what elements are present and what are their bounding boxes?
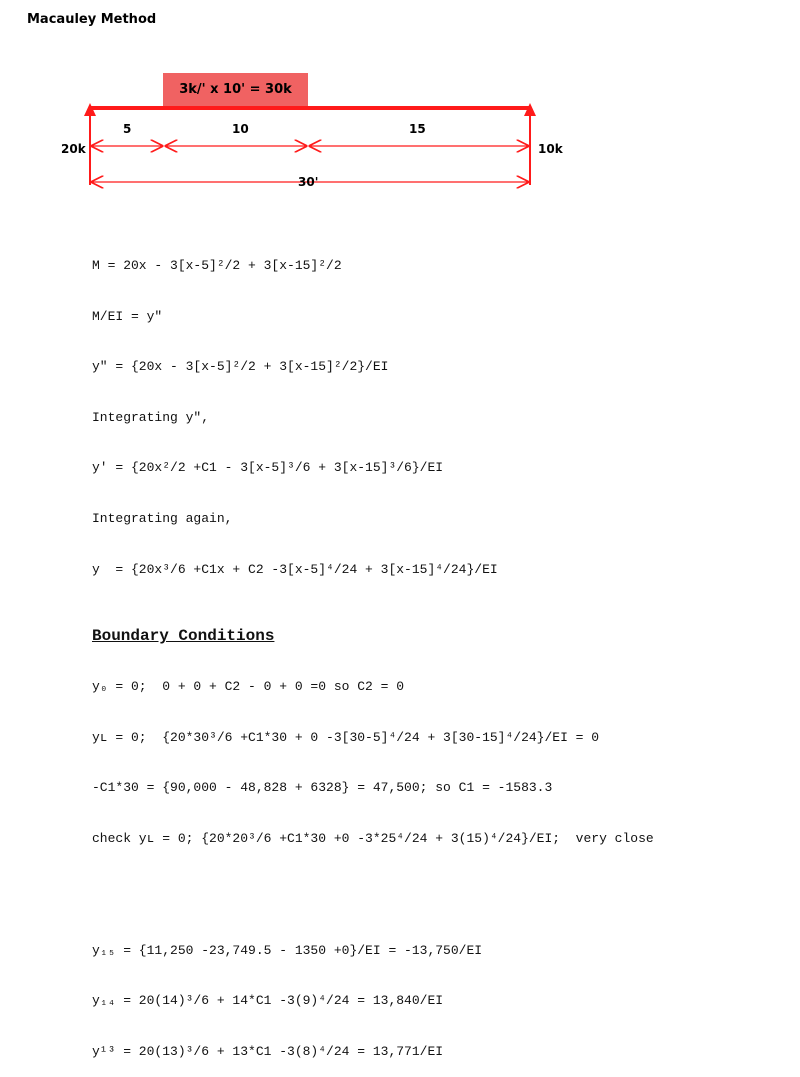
dim-label-seg1: 5 bbox=[123, 122, 132, 136]
equation-curvature: M/EI = y" bbox=[92, 308, 163, 324]
equation-integrating-again-note: Integrating again, bbox=[92, 510, 233, 526]
right-support-arrow bbox=[524, 103, 536, 185]
beam-diagram bbox=[0, 0, 800, 220]
equation-moment: M = 20x - 3[x-5]²/2 + 3[x-15]²/2 bbox=[92, 258, 342, 273]
boundary-conditions-heading: Boundary Conditions bbox=[92, 627, 275, 646]
boundary-yl: yʟ = 0; {20*30³/6 +C1*30 + 0 -3[30-5]⁴/24 + 3[30-15]⁴/24}/EI = 0 bbox=[92, 729, 600, 745]
equation-deflection: y = {20x³/6 +C1x + C2 -3[x-5]⁴/24 + 3[x-15]⁴/24}/EI bbox=[92, 561, 498, 577]
result-y14: y₁₄ = 20(14)³/6 + 14*C1 -3(9)⁴/24 = 13,840/EI bbox=[92, 993, 444, 1009]
load-label: 3k/' x 10' = 30k bbox=[179, 82, 292, 97]
boundary-c1: -C1*30 = {90,000 - 48,828 + 6328} = 47,500; so C1 = -1583.3 bbox=[92, 780, 553, 796]
boundary-check: check yʟ = 0; {20*20³/6 +C1*30 +0 -3*25⁴/24 + 3(15)⁴/24}/EI; very close bbox=[92, 830, 654, 846]
right-reaction-label: 10k bbox=[538, 142, 563, 156]
equation-slope: y' = {20x²/2 +C1 - 3[x-5]³/6 + 3[x-15]³/6}/EI bbox=[92, 460, 444, 476]
result-y15: y₁₅ = {11,250 -23,749.5 - 1350 +0}/EI = -13,750/EI bbox=[92, 942, 483, 958]
dim-label-seg3: 15 bbox=[409, 122, 426, 136]
equation-integrating-note: Integrating y", bbox=[92, 409, 210, 425]
boundary-y0: y₀ = 0; 0 + 0 + C2 - 0 + 0 =0 so C2 = 0 bbox=[92, 679, 405, 695]
dim-label-seg2: 10 bbox=[232, 122, 249, 136]
equation-y-double-prime: y" = {20x - 3[x-5]²/2 + 3[x-15]²/2}/EI bbox=[92, 359, 389, 375]
equation-block bbox=[92, 226, 654, 1077]
page-title: Macauley Method bbox=[27, 12, 157, 27]
result-y13: y¹³ = 20(13)³/6 + 13*C1 -3(8)⁴/24 = 13,771/EI bbox=[92, 1043, 444, 1059]
left-reaction-label: 20k bbox=[61, 142, 86, 156]
dim-label-total: 30' bbox=[298, 175, 319, 189]
